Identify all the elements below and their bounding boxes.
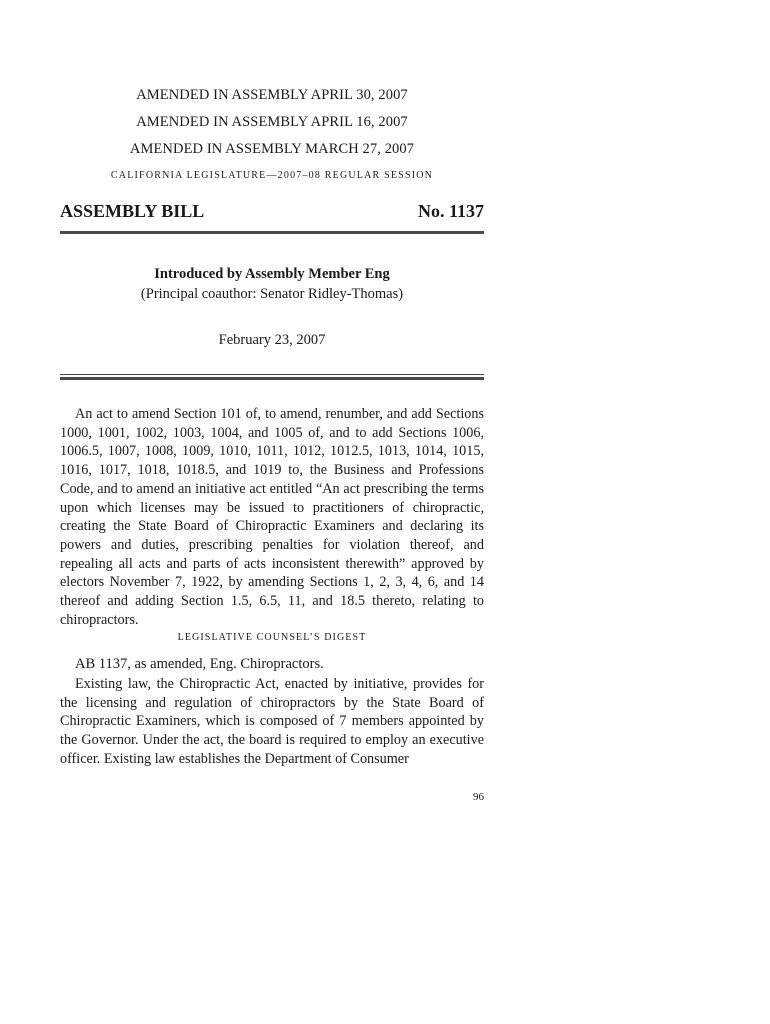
page-number: 96 [473,791,484,803]
introduced-by: Introduced by Assembly Member Eng [154,266,390,282]
digest-title: AB 1137, as amended, Eng. Chiropractors. [75,656,324,672]
digest-body: Existing law, the Chiropractic Act, enacted by initiative, provides for the licensing and regulation of chiropractors by the State Board of Chiropractic Examiners, which is composed of 7 members appointed by the Governor. Under the act, the board is required to employ an executive officer. Existing law establishes the Department of Consumer [60,676,484,767]
act-title-paragraph: An act to amend Section 101 of, to amend, renumber, and add Sections 1000, 1001, 1002, 1003, 1004, and 1005 of, and to add Sections 1006, 1006.5, 1007, 1008, 1009, 1010, 1011, 1012, 1012.5, 1013, 1014, 1015, 1016, 1017, 1018, 1018.5, and 1019 to, the Business and Professions Code, and to amend an initiative act entitled “An act prescribing the terms upon which licenses may be issued to practitioners of chiropractic, creating the State Board of Chiropractic Examiners and declaring its powers and duties, prescribing penalties for violation thereof, and repealing all acts and parts of acts inconsistent therewith” approved by electors November 7, 1922, by amending Sections 1, 2, 3, 4, 6, and 14 thereof and adding Section 1.5, 6.5, 11, and 18.5 thereto, relating to chiropractors. [60,406,484,628]
principal-coauthor: (Principal coauthor: Senator Ridley-Thomas) [140,286,404,302]
bill-type: ASSEMBLY BILL [60,201,205,221]
amendment-line-2: AMENDED IN ASSEMBLY APRIL 16, 2007 [136,114,408,130]
bill-number: No. 1137 [417,201,484,221]
amendment-line-3: AMENDED IN ASSEMBLY MARCH 27, 2007 [129,141,415,157]
digest-heading: LEGISLATIVE COUNSEL’S DIGEST [177,632,367,643]
introduction-date: February 23, 2007 [218,332,326,348]
heading-rule [60,231,484,234]
date-rule-bottom [60,377,484,380]
session-line: CALIFORNIA LEGISLATURE—2007–08 REGULAR SESSION [110,170,434,181]
bill-heading [60,201,484,222]
date-rule-top [60,374,484,375]
amendment-line-1: AMENDED IN ASSEMBLY APRIL 30, 2007 [136,87,408,103]
